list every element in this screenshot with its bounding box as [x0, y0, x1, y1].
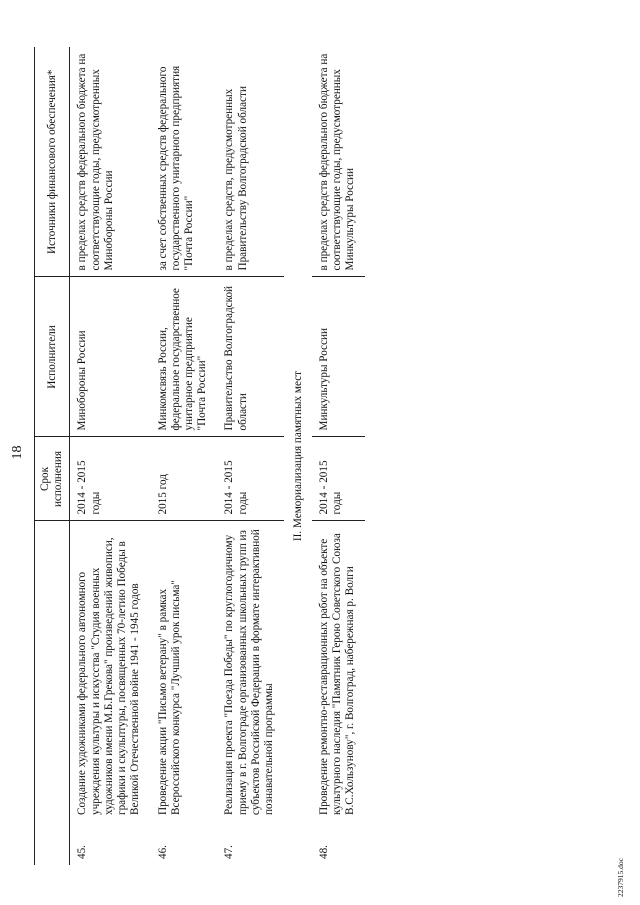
file-name-footer: 2237915.doc — [616, 858, 625, 897]
row-sources: в пределах средств федерального бюджета на соответствующие годы, предусмотренных Минкультуры России — [312, 47, 366, 277]
table-row — [312, 47, 366, 865]
header-number — [35, 821, 70, 865]
row-name: Проведение акции "Письмо ветерану" в рамках Всероссийского конкурса "Лучший урок письма" — [156, 580, 182, 815]
row-executors: Минкультуры России — [312, 277, 366, 437]
header-name — [35, 521, 70, 821]
header-sources: Источники финансового обеспечения* — [35, 47, 70, 277]
row-term: 2014 - 2015 годы — [70, 437, 151, 521]
row-executors: Минкомсвязь России, федеральное государственное унитарное предприятие "Почта России" — [151, 277, 218, 437]
section-heading-row — [284, 47, 311, 865]
table-row — [217, 47, 284, 865]
row-executors: Минобороны России — [70, 277, 151, 437]
section-title: II. Мемориализация памятных мест — [292, 370, 305, 542]
header-term: Срок исполнения — [35, 437, 70, 521]
measures-table — [34, 47, 365, 865]
table-row — [70, 47, 151, 865]
row-name: Создание художниками федерального автономного учреждения культуры и искусства "Студия военных художников имени М.Б.Грекова" произведений живописи, графики и скульптуры, посвященных 70-летию Победы в Великой Отечественной войне 1941 - 1945 годов — [76, 537, 142, 815]
row-term: 2014 - 2015 годы — [312, 437, 366, 521]
row-sources: за счет собственных средств федерального государственного унитарного предприятия "Почта России" — [151, 47, 218, 277]
row-number: 45. — [76, 845, 89, 859]
row-executors: Правительство Волгоградской области — [217, 277, 284, 437]
row-number: 48. — [317, 845, 330, 859]
row-number: 47. — [223, 845, 236, 859]
table-header-row — [35, 47, 70, 865]
row-term: 2014 - 2015 годы — [217, 437, 284, 521]
row-sources: в пределах средств федерального бюджета на соответствующие годы, предусмотренных Минобороны России — [70, 47, 151, 277]
page-number: 18 — [10, 445, 25, 460]
row-number: 46. — [156, 845, 169, 859]
row-term: 2015 год — [151, 437, 218, 521]
row-sources: в пределах средств, предусмотренных Правительству Волгоградской области — [217, 47, 284, 277]
header-executors: Исполнители — [35, 277, 70, 437]
row-name: Проведение ремонтно-реставрационных работ на объекте культурного наследия "Памятник Герою Советского Союза В.С.Хользунову", г. Волгоград, набережная р. Волги — [317, 533, 356, 815]
table-row — [151, 47, 218, 865]
row-name: Реализация проекта "Поезда Победы" по круглогодичному приему в г. Волгограде организованных школьных групп из субъектов Российской Федерации в формате интерактивной познавательной программы — [223, 529, 276, 815]
